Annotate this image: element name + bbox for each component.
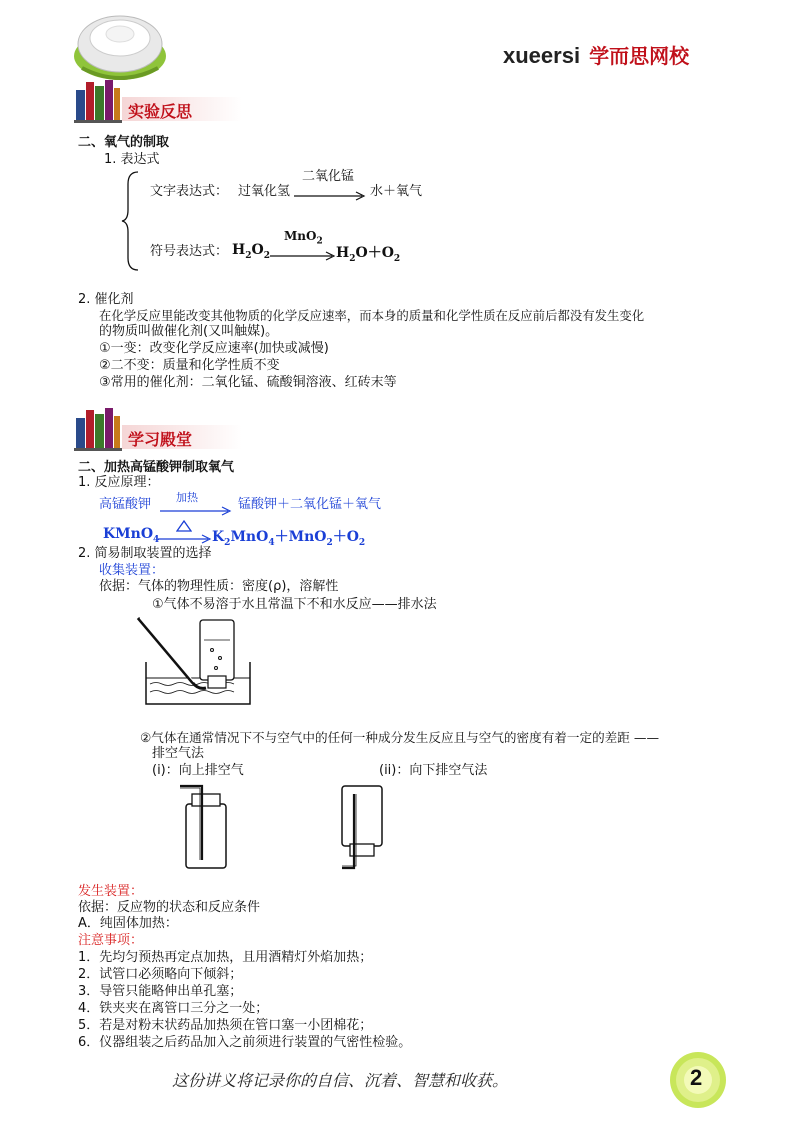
text-expression-catalyst: 二氧化锰 — [302, 169, 355, 184]
sym-products: $K_2MnO_4+MnO_2+O_2$ — [212, 529, 366, 548]
curly-brace — [120, 170, 140, 272]
brand-logo — [503, 40, 733, 70]
method2-line2: 排空气法 — [152, 746, 205, 761]
brand-latin: xueersi — [503, 43, 581, 68]
section2-item1-label: 1. 反应原理： — [78, 475, 160, 490]
generator-a: A．纯固体加热： — [78, 916, 178, 931]
downward-air-displacement-apparatus — [336, 780, 392, 876]
section1-item1-label: 1. 表达式 — [104, 152, 160, 167]
collect-basis: 依据：气体的物理性质：密度(ρ)，溶解性 — [99, 579, 339, 594]
text-expression-products: 水＋氧气 — [370, 184, 423, 199]
catalyst-point2: ②二不变：质量和化学性质不变 — [99, 358, 280, 373]
footer-slogan: 这份讲义将记录你的自信、沉着、智慧和收获。 — [172, 1071, 509, 1090]
text-expression-reactant: 过氧化氢 — [238, 184, 291, 199]
note-4: 4．铁夹夹在离管口三分之一处； — [78, 1001, 269, 1016]
section1-item2-label: 2. 催化剂 — [78, 292, 134, 307]
symbol-catalyst: MnO$_2$ — [284, 229, 323, 247]
method1: ①气体不易溶于水且常温下不和水反应——排水法 — [152, 597, 437, 612]
note-1: 1．先均匀预热再定点加热，且用酒精灯外焰加热； — [78, 950, 373, 965]
section2-item2-label: 2. 简易制取装置的选择 — [78, 546, 212, 561]
books-icon-1 — [74, 76, 122, 124]
word-products: 锰酸钾＋二氧化锰＋氧气 — [238, 497, 382, 512]
sym-reactant-text: KMnO — [103, 526, 154, 542]
sym-arrow — [158, 529, 212, 539]
method2-line1: ②气体在通常情况下不与空气中的任何一种成分发生反应且与空气的密度有着一定的差距 —— — [140, 730, 660, 745]
note-5: 5．若是对粉末状药品加热须在管口塞一小团棉花； — [78, 1018, 373, 1033]
section1-heading: 二、氧气的制取 — [78, 135, 170, 150]
catalyst-definition-line1: 在化学反应里能改变其他物质的化学反应速率，而本身的质量和化学性质在反应前后都没有发生变化 — [99, 308, 645, 323]
symbol-reactant: $H_2O_2$ — [232, 242, 270, 261]
generator-basis: 依据：反应物的状态和反应条件 — [78, 900, 261, 915]
upward-air-displacement-apparatus — [178, 780, 234, 872]
generator-label: 发生装置： — [78, 884, 144, 899]
method2a-label: (i)：向上排空气 — [152, 763, 244, 778]
word-reactant: 高锰酸钾 — [99, 497, 152, 512]
note-3: 3．导管只能略伸出单孔塞； — [78, 984, 243, 999]
section-title-2: 学习殿堂 — [128, 430, 193, 449]
word-arrow — [160, 501, 232, 511]
books-icon-2 — [74, 404, 122, 452]
catalyst-point3: ③常用的催化剂：二氧化锰、硫酸铜溶液、红砖末等 — [99, 375, 397, 390]
catalyst-definition-line2: 的物质叫做催化剂(又叫触媒)。 — [99, 324, 279, 339]
collect-label: 收集装置： — [99, 563, 165, 578]
symbol-catalyst-text: MnO — [284, 229, 317, 243]
section-title-1: 实验反思 — [128, 102, 193, 121]
text-expression-label: 文字表达式： — [150, 184, 229, 199]
method2b-label: (ii)：向下排空气法 — [379, 763, 488, 778]
note-2: 2．试管口必须略向下倾斜； — [78, 967, 243, 982]
sym-reactant: KMnO$_4$ — [103, 526, 160, 545]
page-number: 2 — [690, 1065, 703, 1090]
word-condition: 加热 — [176, 491, 198, 504]
reaction-arrow — [294, 186, 366, 196]
brand-cn: 学而思网校 — [589, 44, 690, 68]
symbol-arrow — [270, 246, 336, 256]
note-6: 6．仪器组装之后药品加入之前须进行装置的气密性检验。 — [78, 1035, 412, 1050]
heat-triangle-icon — [176, 517, 192, 529]
symbol-expression-label: 符号表达式： — [150, 244, 229, 259]
section2-heading: 二、加热高锰酸钾制取氧气 — [78, 460, 235, 475]
symbol-products: $H_2O+O_2$ — [336, 245, 401, 264]
catalyst-point1: ①一变：改变化学反应速率(加快或减慢) — [99, 341, 329, 356]
notes-label: 注意事项： — [78, 933, 144, 948]
water-displacement-apparatus — [132, 612, 262, 712]
